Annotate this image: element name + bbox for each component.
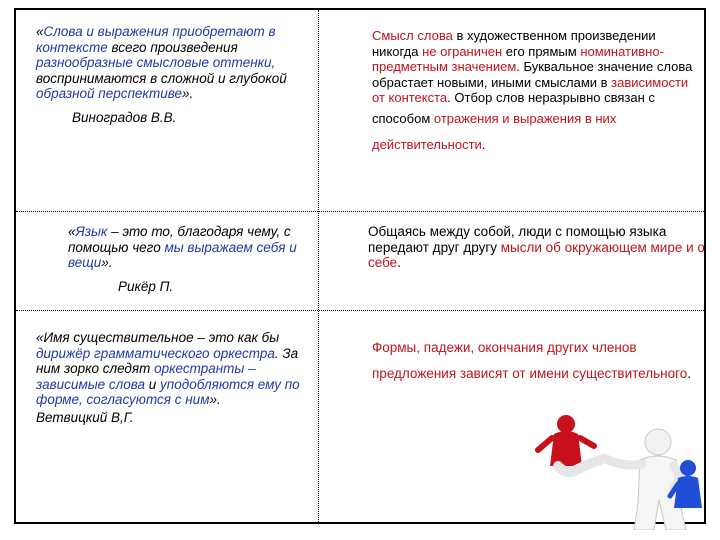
close-quote: ». xyxy=(101,255,113,270)
quote-text: воспринимаются в xyxy=(36,70,161,86)
white-figure-icon xyxy=(604,429,686,530)
quote-highlight: дирижёр грамматического оркестра xyxy=(36,345,275,361)
quote-author: Рикёр П. xyxy=(118,278,174,294)
quote-text: сложной и глубокой xyxy=(160,70,287,86)
close-quote: ». xyxy=(209,392,221,407)
quote-author: Виноградов В.В. xyxy=(72,109,177,125)
highlight: зависимости от контекста xyxy=(372,74,689,105)
quote-ricoeur xyxy=(68,224,318,294)
quote-author: Ветвицкий В,Г. xyxy=(36,409,134,425)
quote-vinogradov xyxy=(36,24,306,125)
quote-text: . За ним зорко следят xyxy=(36,345,299,376)
quote-text: всего произведения xyxy=(111,39,238,55)
text: Общаясь между собой, люди с помощью языка передают друг другу xyxy=(368,224,667,255)
text: . Отбор слов неразрывно связан с способом xyxy=(372,90,655,126)
highlight: Формы, падежи, окончания других членов предложения зависят от имени существительного xyxy=(372,340,688,381)
text: . xyxy=(687,366,691,381)
row-divider-2 xyxy=(16,310,704,311)
highlight: номинативно-предметным значением xyxy=(372,43,664,74)
text: в художественном произведении никогда xyxy=(372,28,656,59)
quote-text: – это то, благодаря чему, с помощью чего xyxy=(68,224,291,255)
open-quote: « xyxy=(68,224,76,239)
column-divider xyxy=(318,10,319,522)
explanation-2 xyxy=(368,224,708,271)
open-quote: « xyxy=(36,24,44,39)
row-divider-1 xyxy=(16,211,704,212)
quote-text: Слова и выражения приобретают в контексте xyxy=(36,24,276,55)
highlight: Смысл слова xyxy=(372,28,453,43)
close-quote: ». xyxy=(181,86,194,101)
puppet-illustration xyxy=(516,404,706,530)
quote-highlight: уподобляются ему по форме, согласуются с ним xyxy=(36,376,300,407)
red-puppet-icon xyxy=(538,415,600,472)
text: его прямым xyxy=(502,43,581,59)
content-table xyxy=(14,8,706,524)
text: . xyxy=(397,255,401,270)
quote-text: и xyxy=(145,376,161,392)
quote-vetvitsky xyxy=(36,330,314,425)
quote-highlight: оркестранты – зависимые слова xyxy=(36,361,256,392)
text: . Буквальное значение слова обрастает новыми, иными смыслами в xyxy=(372,59,693,90)
highlight: мысли об окружающем мире и о себе xyxy=(368,239,705,270)
highlight: отражения и выражения в них действительности xyxy=(372,110,617,152)
quote-text: «Имя существительное – это как бы xyxy=(36,330,280,345)
quote-highlight: мы выражаем себя и вещи xyxy=(68,239,297,270)
highlight: не ограничен xyxy=(422,43,503,59)
explanation-3 xyxy=(372,335,702,387)
quote-highlight: Язык xyxy=(75,224,108,239)
explanation-1 xyxy=(372,28,702,158)
quote-highlight: образной перспективе xyxy=(36,86,182,101)
quote-highlight: разнообразные смысловые оттенки, xyxy=(36,55,276,70)
text: . xyxy=(481,136,486,152)
